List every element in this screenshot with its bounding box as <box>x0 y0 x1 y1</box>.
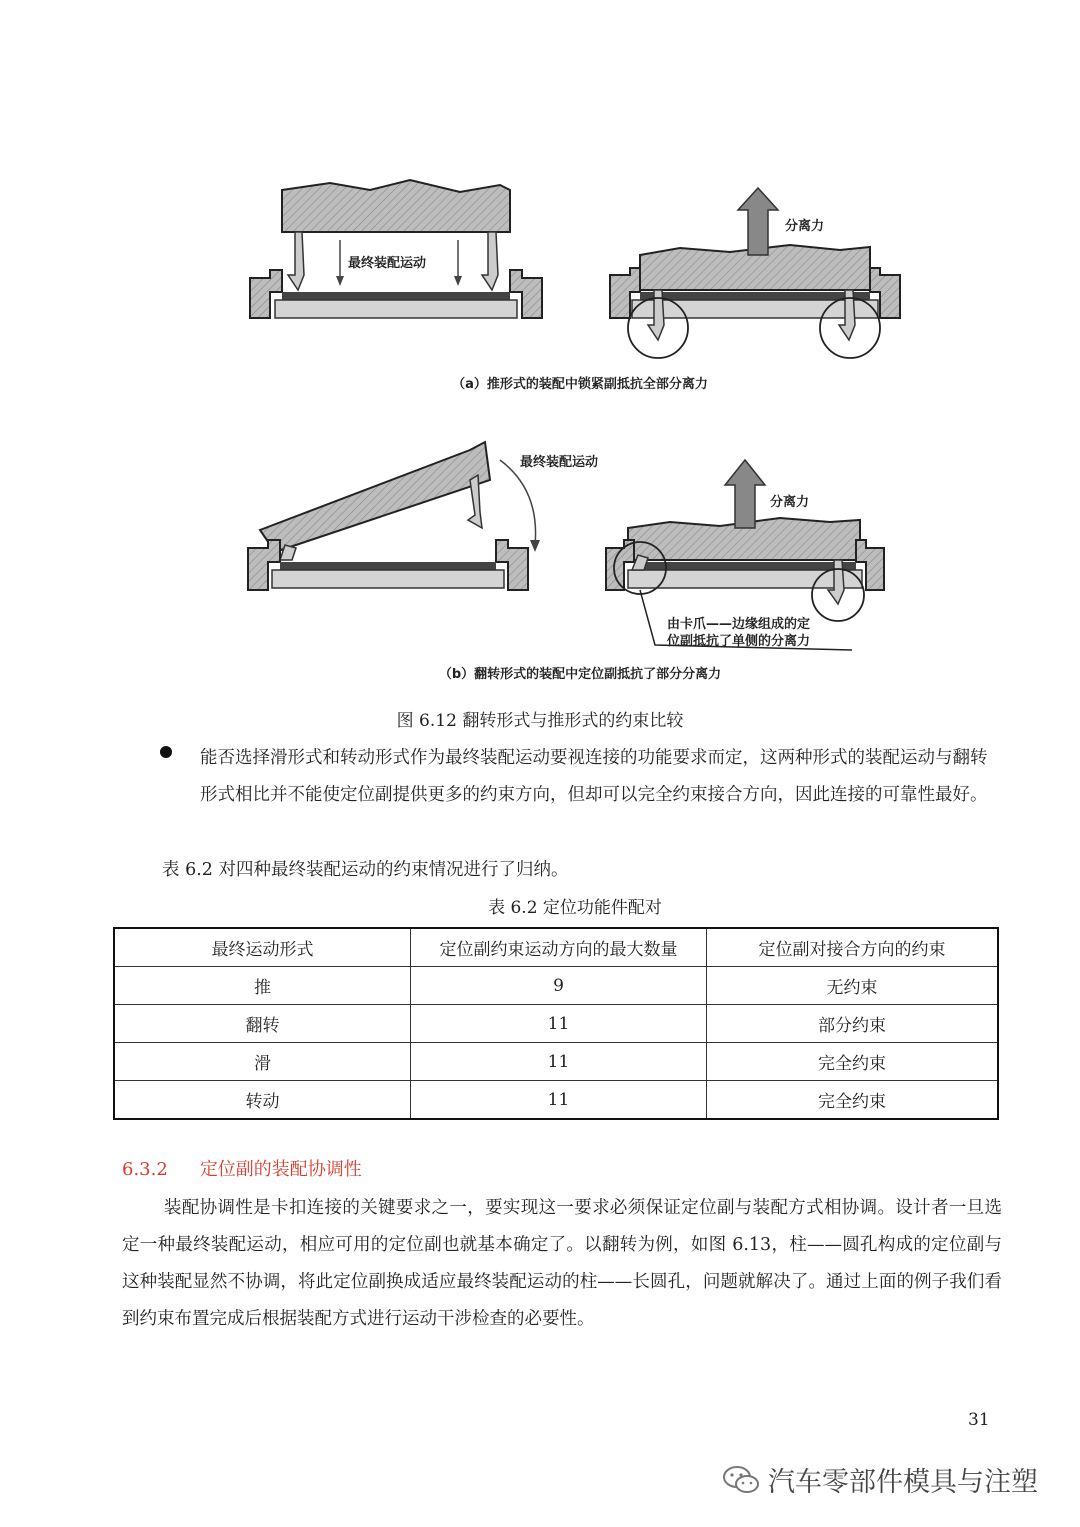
wechat-icon <box>722 1465 760 1495</box>
label-separation-a: 分离力 <box>785 219 825 234</box>
diagram-a-left <box>250 180 542 318</box>
watermark <box>722 1460 1038 1499</box>
page-number: 31 <box>968 1410 990 1430</box>
diagram-b-right <box>606 460 884 650</box>
table-row <box>114 1081 998 1120</box>
table-cell: 部分约束 <box>707 1005 999 1043</box>
caption-a: （a）推形式的装配中锁紧副抵抗全部分离力 <box>452 377 708 392</box>
figure-6-12 <box>230 150 930 700</box>
diagram-b-left <box>248 442 598 590</box>
note-b-line2: 位副抵抗了单侧的分离力 <box>667 634 811 649</box>
table-cell: 滑 <box>114 1043 411 1081</box>
table-cell: 11 <box>411 1081 707 1120</box>
table-header: 定位副约束运动方向的最大数量 <box>411 928 707 967</box>
body-paragraph: 装配协调性是卡扣连接的关键要求之一，要实现这一要求必须保证定位副与装配方式相协调。设计者一旦选定一种最终装配运动，相应可用的定位副也就基本确定了。以翻转为例，如图 6.13，柱——圆孔构成的定位副与这种装配显然不协调，将此定位副换成适应最终装配运动的柱——长圆孔，问题就解决了。通过上面的例子我们看到约束布置完成后根据装配方式进行运动干涉检查的必要性。 <box>122 1198 1002 1329</box>
label-final-motion-b: 最终装配运动 <box>520 455 599 470</box>
table-cell: 推 <box>114 967 411 1005</box>
constraint-table <box>113 927 999 1120</box>
table-header: 最终运动形式 <box>114 928 411 967</box>
table-row <box>114 1005 998 1043</box>
table-cell: 无约束 <box>707 967 999 1005</box>
table-intro: 表 6.2 对四种最终装配运动的约束情况进行了归纳。 <box>162 860 569 880</box>
table-header: 定位副对接合方向的约束 <box>707 928 999 967</box>
table-header-row <box>114 928 998 967</box>
label-final-motion-a: 最终装配运动 <box>348 256 427 271</box>
table-row <box>114 967 998 1005</box>
section-title: 定位副的装配协调性 <box>199 1159 362 1180</box>
table-caption: 表 6.2 定位功能件配对 <box>488 898 662 918</box>
note-b-line1: 由卡爪——边缘组成的定 <box>667 617 811 632</box>
watermark-text: 汽车零部件模具与注塑 <box>768 1467 1038 1498</box>
diagram-a-right <box>610 188 900 358</box>
label-separation-b: 分离力 <box>770 495 810 510</box>
table-cell: 9 <box>411 967 707 1005</box>
bullet-paragraph: 能否选择滑形式和转动形式作为最终装配运动要视连接的功能要求而定，这两种形式的装配运动与翻转形式相比并不能使定位副提供更多的约束方向，但却可以完全约束接合方向，因此连接的可靠性最好。 <box>200 748 988 805</box>
table-cell: 完全约束 <box>707 1043 999 1081</box>
table-cell: 翻转 <box>114 1005 411 1043</box>
caption-b: （b）翻转形式的装配中定位副抵抗了部分分离力 <box>438 667 722 682</box>
table-row <box>114 1043 998 1081</box>
bullet-dot <box>160 746 172 758</box>
table-cell: 完全约束 <box>707 1081 999 1120</box>
table-cell: 11 <box>411 1043 707 1081</box>
table-cell: 11 <box>411 1005 707 1043</box>
figure-caption: 图 6.12 翻转形式与推形式的约束比较 <box>396 711 684 731</box>
table-cell: 转动 <box>114 1081 411 1120</box>
section-number: 6.3.2 <box>122 1159 168 1180</box>
section-heading <box>122 1155 362 1181</box>
